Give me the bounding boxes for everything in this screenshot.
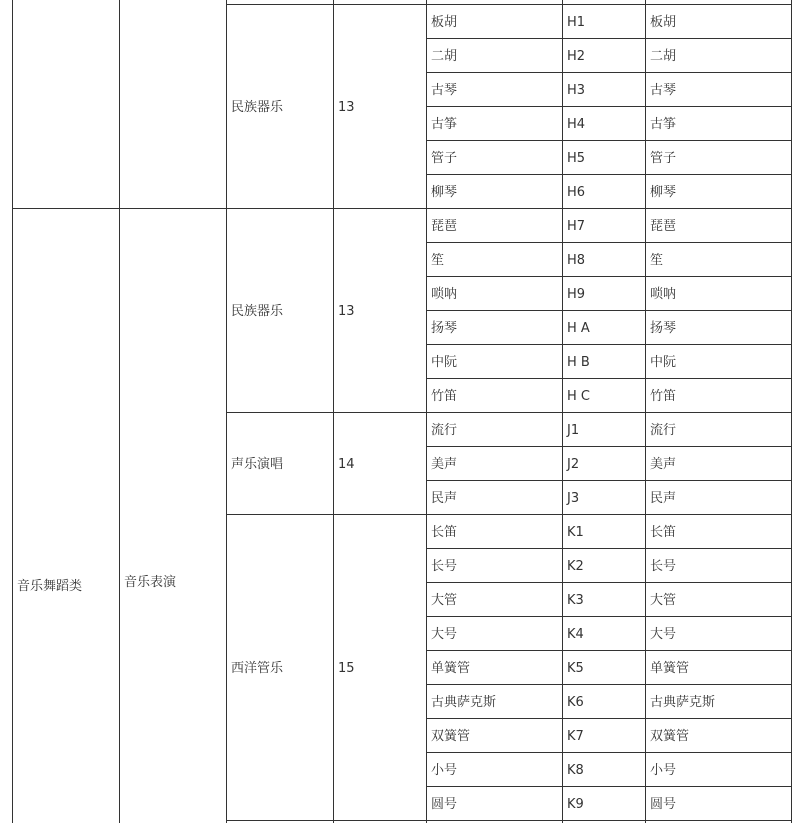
grid-line bbox=[426, 208, 792, 209]
item-name-cell: 古筝 bbox=[650, 116, 677, 132]
grid-line bbox=[226, 208, 427, 209]
group-code-cell: 13 bbox=[338, 99, 355, 115]
item-cell: 扬琴 bbox=[431, 320, 458, 336]
item-name-cell: 美声 bbox=[650, 456, 677, 472]
grid-line bbox=[426, 718, 792, 719]
item-name-cell: 板胡 bbox=[650, 14, 677, 30]
item-name-cell: 流行 bbox=[650, 422, 677, 438]
item-cell: 流行 bbox=[431, 422, 458, 438]
item-name-cell: 长笛 bbox=[650, 524, 677, 540]
code-cell: K1 bbox=[567, 524, 584, 540]
item-cell: 圆号 bbox=[431, 796, 458, 812]
grid-line bbox=[426, 650, 792, 651]
grid-line bbox=[426, 38, 792, 39]
item-cell: 竹笛 bbox=[431, 388, 458, 404]
group-name-cell: 民族器乐 bbox=[231, 99, 284, 115]
grid-line bbox=[426, 242, 792, 243]
grid-line bbox=[426, 106, 792, 107]
code-cell: J3 bbox=[567, 490, 580, 506]
code-cell: H8 bbox=[567, 252, 586, 268]
item-name-cell: 古典萨克斯 bbox=[650, 694, 716, 710]
code-cell: K5 bbox=[567, 660, 584, 676]
grid-line bbox=[226, 514, 427, 515]
item-cell: 长号 bbox=[431, 558, 458, 574]
code-cell: H7 bbox=[567, 218, 586, 234]
group-code-cell: 13 bbox=[338, 303, 355, 319]
grid-line bbox=[426, 4, 792, 5]
group-name-cell: 西洋管乐 bbox=[231, 660, 284, 676]
item-cell: 中阮 bbox=[431, 354, 458, 370]
code-cell: J1 bbox=[567, 422, 580, 438]
item-cell: 民声 bbox=[431, 490, 458, 506]
item-cell: 美声 bbox=[431, 456, 458, 472]
item-name-cell: 古琴 bbox=[650, 82, 677, 98]
grid-line bbox=[426, 310, 792, 311]
item-name-cell: 小号 bbox=[650, 762, 677, 778]
item-cell: 板胡 bbox=[431, 14, 458, 30]
code-cell: K6 bbox=[567, 694, 584, 710]
group-code-cell: 14 bbox=[338, 456, 355, 472]
item-cell: 古琴 bbox=[431, 82, 458, 98]
grid-line bbox=[426, 72, 792, 73]
code-cell: H3 bbox=[567, 82, 586, 98]
grid-line bbox=[426, 820, 792, 821]
grid-line bbox=[426, 616, 792, 617]
code-cell: H6 bbox=[567, 184, 586, 200]
group-name-cell: 声乐演唱 bbox=[231, 456, 284, 472]
grid-line bbox=[426, 378, 792, 379]
item-name-cell: 琵琶 bbox=[650, 218, 677, 234]
item-name-cell: 双簧管 bbox=[650, 728, 690, 744]
code-cell: K9 bbox=[567, 796, 584, 812]
item-cell: 柳琴 bbox=[431, 184, 458, 200]
code-cell: H C bbox=[567, 388, 590, 404]
item-cell: 管子 bbox=[431, 150, 458, 166]
grid-line bbox=[226, 412, 427, 413]
code-cell: H9 bbox=[567, 286, 586, 302]
code-cell: K7 bbox=[567, 728, 584, 744]
code-cell: H4 bbox=[567, 116, 586, 132]
code-cell: J2 bbox=[567, 456, 580, 472]
item-name-cell: 唢呐 bbox=[650, 286, 677, 302]
item-name-cell: 管子 bbox=[650, 150, 677, 166]
item-name-cell: 竹笛 bbox=[650, 388, 677, 404]
item-cell: 古典萨克斯 bbox=[431, 694, 497, 710]
item-name-cell: 中阮 bbox=[650, 354, 677, 370]
item-name-cell: 扬琴 bbox=[650, 320, 677, 336]
item-name-cell: 笙 bbox=[650, 252, 664, 268]
code-cell: K8 bbox=[567, 762, 584, 778]
code-cell: K4 bbox=[567, 626, 584, 642]
group-name-cell: 民族器乐 bbox=[231, 303, 284, 319]
item-cell: 大管 bbox=[431, 592, 458, 608]
item-name-cell: 二胡 bbox=[650, 48, 677, 64]
grid-line bbox=[426, 582, 792, 583]
grid-line bbox=[426, 140, 792, 141]
grid-line bbox=[426, 752, 792, 753]
item-name-cell: 大号 bbox=[650, 626, 677, 642]
group-code-cell: 15 bbox=[338, 660, 355, 676]
grid-line bbox=[426, 480, 792, 481]
category-cell: 音乐舞蹈类 bbox=[17, 578, 83, 594]
grid-line bbox=[426, 514, 792, 515]
code-cell: H5 bbox=[567, 150, 586, 166]
grid-line bbox=[119, 0, 120, 823]
grid-line bbox=[426, 276, 792, 277]
code-cell: H2 bbox=[567, 48, 586, 64]
grid-line bbox=[426, 446, 792, 447]
item-name-cell: 圆号 bbox=[650, 796, 677, 812]
item-name-cell: 长号 bbox=[650, 558, 677, 574]
grid-line bbox=[12, 0, 13, 823]
code-cell: K2 bbox=[567, 558, 584, 574]
item-name-cell: 大管 bbox=[650, 592, 677, 608]
item-cell: 双簧管 bbox=[431, 728, 471, 744]
code-cell: H A bbox=[567, 320, 590, 336]
item-cell: 古筝 bbox=[431, 116, 458, 132]
item-name-cell: 单簧管 bbox=[650, 660, 690, 676]
grid-line bbox=[426, 412, 792, 413]
category-cell bbox=[12, 0, 119, 209]
grid-line bbox=[226, 820, 427, 821]
code-cell: K3 bbox=[567, 592, 584, 608]
item-cell: 长笛 bbox=[431, 524, 458, 540]
grid-line bbox=[426, 174, 792, 175]
grid-line bbox=[426, 344, 792, 345]
item-cell: 小号 bbox=[431, 762, 458, 778]
grid-line bbox=[12, 208, 227, 209]
grid-line bbox=[426, 684, 792, 685]
item-name-cell: 民声 bbox=[650, 490, 677, 506]
item-cell: 笙 bbox=[431, 252, 445, 268]
item-cell: 单簧管 bbox=[431, 660, 471, 676]
code-cell: H1 bbox=[567, 14, 586, 30]
item-cell: 大号 bbox=[431, 626, 458, 642]
item-cell: 琵琶 bbox=[431, 218, 458, 234]
item-name-cell: 柳琴 bbox=[650, 184, 677, 200]
grid-line bbox=[426, 786, 792, 787]
code-cell: H B bbox=[567, 354, 590, 370]
grid-line bbox=[226, 4, 427, 5]
item-cell: 唢呐 bbox=[431, 286, 458, 302]
major-cell bbox=[119, 0, 226, 209]
major-cell: 音乐表演 bbox=[124, 574, 177, 590]
grid-line bbox=[426, 548, 792, 549]
item-cell: 二胡 bbox=[431, 48, 458, 64]
